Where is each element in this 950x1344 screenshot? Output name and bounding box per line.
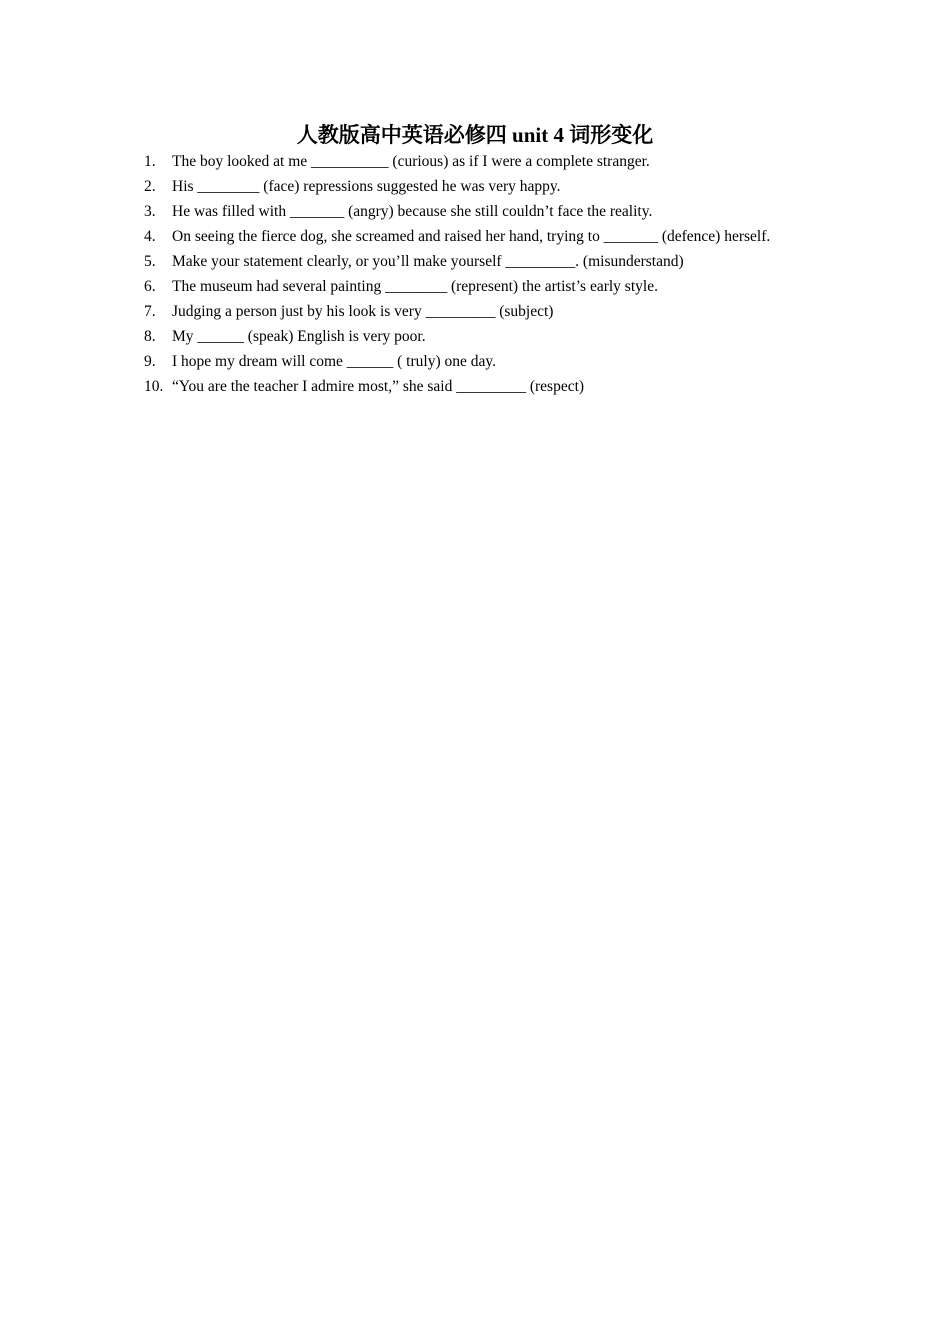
exercise-item-7 xyxy=(144,299,806,324)
exercise-item-4 xyxy=(144,224,806,249)
exercise-list xyxy=(144,149,806,399)
exercise-item-9 xyxy=(144,349,806,374)
item-text: His ________ (face) repressions suggested he was very happy. xyxy=(172,178,561,195)
exercise-item-10 xyxy=(144,374,806,399)
item-text: Judging a person just by his look is very _________ (subject) xyxy=(172,303,554,320)
item-text: On seeing the fierce dog, she screamed and raised her hand, trying to _______ (defence) herself. xyxy=(172,228,771,245)
exercise-item-1 xyxy=(144,149,806,174)
item-number: 4. xyxy=(144,228,156,245)
item-text: He was filled with _______ (angry) because she still couldn’t face the reality. xyxy=(172,203,653,220)
item-number: 1. xyxy=(144,153,156,170)
item-number: 5. xyxy=(144,253,156,270)
item-number: 10. xyxy=(144,378,164,395)
item-number: 3. xyxy=(144,203,156,220)
item-number: 8. xyxy=(144,328,156,345)
document-title: 人教版高中英语必修四 unit 4 词形变化 xyxy=(296,123,654,147)
exercise-item-3 xyxy=(144,199,806,224)
item-number: 2. xyxy=(144,178,156,195)
exercise-item-8 xyxy=(144,324,806,349)
item-text: The museum had several painting ________ (represent) the artist’s early style. xyxy=(172,278,658,295)
exercise-item-6 xyxy=(144,274,806,299)
exercise-item-5 xyxy=(144,249,806,274)
item-number: 7. xyxy=(144,303,156,320)
item-number: 9. xyxy=(144,353,156,370)
item-number: 6. xyxy=(144,278,156,295)
item-text: My ______ (speak) English is very poor. xyxy=(172,328,426,345)
exercise-item-2 xyxy=(144,174,806,199)
item-text: I hope my dream will come ______ ( truly) one day. xyxy=(172,353,496,370)
item-text: Make your statement clearly, or you’ll make yourself _________. (misunderstand) xyxy=(172,253,684,270)
item-text: The boy looked at me __________ (curious) as if I were a complete stranger. xyxy=(172,153,650,170)
item-text: “You are the teacher I admire most,” she said _________ (respect) xyxy=(172,378,585,395)
